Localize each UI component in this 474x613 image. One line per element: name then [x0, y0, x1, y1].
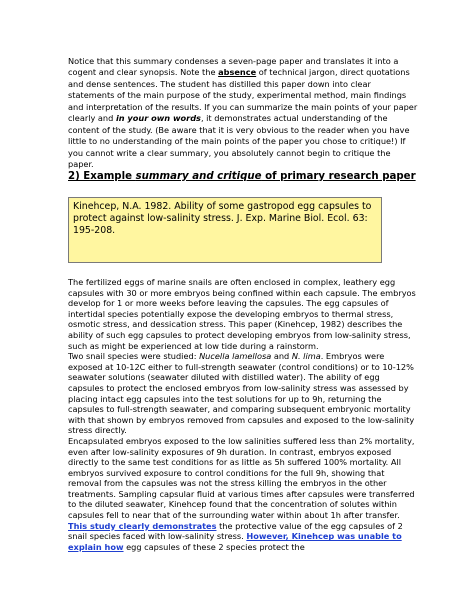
- summary-paragraph-3: Encapsulated embryos exposed to the low salinities suffered less than 2% mortality, even after low-salinity exposures of 9h duration. In contrast, embryos exposed directly to the same test conditions for as little as 5h suffered 100% mortality. All embryos survived exposure to control conditions for the full 9h, showing that removal from the capsules was not the stress killing the embryos in the other treatments. Sampling capsular fluid at various times after capsules were transferred to the diluted seawater, Kinehcep found that the concentration of solutes within capsules fell to near that of the surrounding water within about 1h after transfer.: [68, 435, 415, 521]
- intro-paragraph: [68, 56, 418, 171]
- own-words-emphasis: in your own words: [115, 113, 201, 124]
- para4-text-b: egg capsules of these 2 species protect the: [123, 541, 305, 552]
- summary-paragraph-2: [68, 351, 418, 436]
- heading-suffix: of primary research paper: [261, 171, 416, 182]
- para2-text-a: Two snail species were studied:: [68, 351, 200, 362]
- citation-text: Kinehcep, N.A. 1982. Ability of some gastropod egg capsules to protect against low-salinity stress. J. Exp. Marine Biol. Ecol. 63: 195-208.: [73, 201, 372, 237]
- section-heading: [68, 171, 416, 182]
- intro-section: [68, 56, 418, 171]
- highlight-link-demonstrates: This study clearly demonstrates: [68, 520, 217, 531]
- highlight-link-unable: However, Kinehcep was unable to explain how: [68, 531, 402, 552]
- summary-paragraph-4: [68, 521, 418, 553]
- para2-text-c: . Embryos were exposed at 10-12C either to full-strength seawater (control conditions) or to 10-12% seawater solutions (seawater diluted with distilled water). The ability of egg capsules to protect the enclosed embryos from low-salinity stress was assessed by placing intact egg capsules into the test solutions for up to 9h, returning the capsules to full-strength seawater, and comparing subsequent embryonic mortality with that shown by embryos removed from capsules and exposed to the low-salinity stress directly.: [68, 351, 415, 436]
- heading-emphasis: summary and critique: [135, 171, 262, 182]
- intro-text-3: , it demonstrates actual understanding of the content of the study. (Be aware that it is very obvious to the reader when you have little to no understanding of the main points of the paper you chose to critique!) If you cannot write a clear summary, you absolutely cannot begin to critique the paper.: [68, 113, 410, 170]
- absence-emphasis: absence: [218, 67, 257, 78]
- species-name-1: Nucella lamellosa: [199, 351, 272, 362]
- para4-text-a: the protective value of the egg capsules of 2 snail species faced with low-salinity stress.: [68, 520, 403, 542]
- summary-body: [68, 277, 418, 552]
- intro-text-2: of technical jargon, direct quotations and dense sentences. The student has distilled this paper down into clear statements of the main purpose of the study, experimental method, main findings and interpretation of the results. If you can summarize the main points of your paper clearly and: [68, 67, 418, 124]
- species-name-2: N. lima: [291, 351, 321, 362]
- heading-prefix: 2) Example: [68, 171, 136, 182]
- citation-box: [68, 197, 382, 263]
- para2-text-b: and: [271, 351, 292, 362]
- summary-paragraph-1: The fertilized eggs of marine snails are often enclosed in complex, leathery egg capsules with 30 or more embryos being confined within each capsule. The embryos develop for 1 or more weeks before leaving the capsules. The egg capsules of intertidal species potentially expose the developing embryos to thermal stress, osmotic stress, and dessication stress. This paper (Kinehcep, 1982) describes the ability of such egg capsules to protect developing embryos from low-salinity stress, such as might be experienced at low tide during a rainstorm.: [68, 277, 416, 351]
- intro-text-1: Notice that this summary condenses a seven-page paper and translates it into a cogent and clear synopsis. Note the: [68, 56, 399, 78]
